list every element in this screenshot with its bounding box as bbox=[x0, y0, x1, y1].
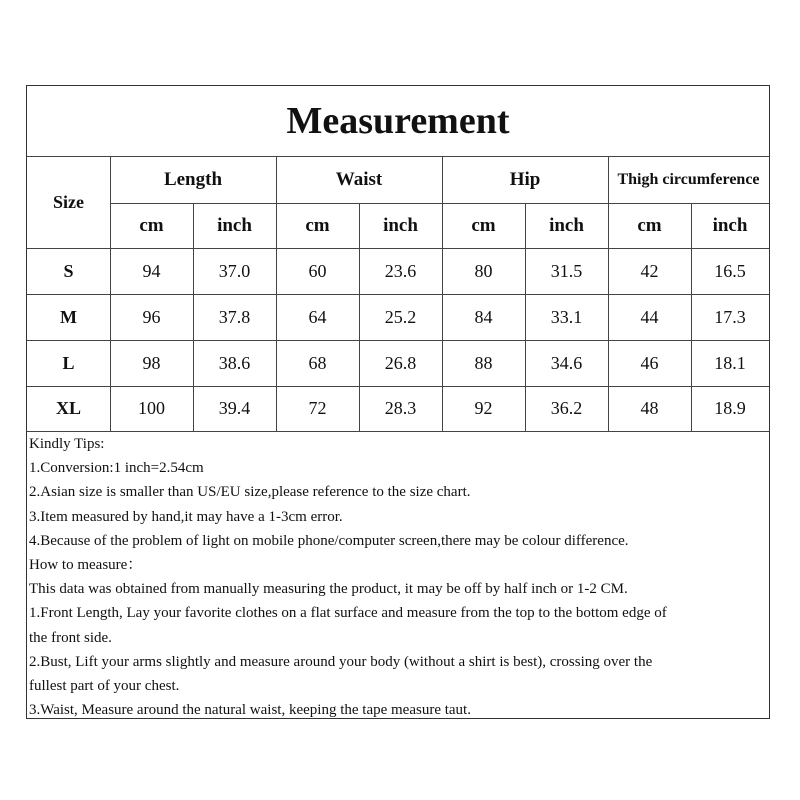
column-group-length: Length bbox=[163, 168, 223, 190]
size-label: L bbox=[62, 352, 75, 373]
table-cell: 96 bbox=[142, 306, 161, 327]
table-cell: 34.6 bbox=[550, 352, 583, 373]
note-line: 1.Front Length, Lay your favorite clothes on a flat surface and measure from the top to the bottom edge of bbox=[29, 605, 667, 622]
unit-header-inch: inch bbox=[217, 214, 252, 236]
unit-header-inch: inch bbox=[383, 214, 418, 236]
table-cell: 17.3 bbox=[714, 306, 746, 327]
table-cell: 92 bbox=[474, 398, 493, 418]
unit-header-inch: inch bbox=[712, 214, 748, 236]
note-line: Kindly Tips: bbox=[29, 436, 105, 452]
note-line: 3.Item measured by hand,it may have a 1-3cm error. bbox=[29, 508, 343, 525]
table-cell: 44 bbox=[640, 306, 659, 327]
table-cell: 46 bbox=[640, 352, 659, 373]
unit-header-cm: cm bbox=[637, 214, 662, 236]
size-header: Size bbox=[53, 191, 84, 212]
note-line: fullest part of your chest. bbox=[29, 678, 180, 694]
note-line: 4.Because of the problem of light on mobile phone/computer screen,there may be colour difference. bbox=[29, 532, 629, 549]
column-group-waist: Waist bbox=[335, 168, 383, 190]
table-cell: 88 bbox=[474, 352, 493, 373]
table-cell: 94 bbox=[142, 260, 161, 281]
table-cell: 26.8 bbox=[384, 352, 417, 373]
table-cell: 33.1 bbox=[550, 306, 583, 327]
table-cell: 48 bbox=[640, 398, 659, 418]
table-cell: 100 bbox=[138, 398, 165, 418]
note-line: 2.Asian size is smaller than US/EU size,please reference to the size chart. bbox=[29, 484, 471, 501]
note-line: the front side. bbox=[29, 629, 112, 646]
unit-header-inch: inch bbox=[549, 214, 584, 236]
note-line: 1.Conversion:1 inch=2.54cm bbox=[29, 460, 204, 477]
size-label: M bbox=[60, 306, 77, 327]
unit-header-cm: cm bbox=[471, 214, 496, 236]
note-line: This data was obtained from manually measuring the product, it may be off by half inch or 1-2 CM. bbox=[29, 581, 628, 598]
table-cell: 60 bbox=[308, 260, 327, 281]
size-label: S bbox=[63, 260, 74, 281]
unit-header-cm: cm bbox=[139, 214, 164, 236]
table-cell: 28.3 bbox=[384, 398, 417, 418]
table-cell: 68 bbox=[308, 352, 327, 373]
table-cell: 36.2 bbox=[550, 398, 583, 418]
row-divider bbox=[27, 431, 769, 432]
table-cell: 37.0 bbox=[218, 260, 251, 281]
table-cell: 38.6 bbox=[218, 352, 251, 373]
table-cell: 16.5 bbox=[714, 260, 746, 281]
unit-header-cm: cm bbox=[305, 214, 330, 236]
table-cell: 42 bbox=[640, 260, 659, 281]
table-cell: 18.1 bbox=[714, 352, 746, 373]
size-label: XL bbox=[55, 398, 81, 418]
table-cell: 31.5 bbox=[550, 260, 583, 281]
table-cell: 39.4 bbox=[218, 398, 251, 418]
note-line: 2.Bust, Lift your arms slightly and measure around your body (without a shirt is best), crossing over the bbox=[29, 653, 653, 670]
column-group-hip: Hip bbox=[509, 168, 541, 190]
table-cell: 72 bbox=[308, 398, 327, 418]
table-cell: 37.8 bbox=[218, 306, 251, 327]
table-cell: 25.2 bbox=[384, 306, 417, 327]
page-title: Measurement bbox=[286, 100, 510, 142]
column-group-thigh-circumference: Thigh circumference bbox=[617, 170, 760, 188]
table-cell: 23.6 bbox=[384, 260, 417, 281]
note-line: How to measure： bbox=[29, 557, 143, 573]
note-line: 3.Waist, Measure around the natural waist, keeping the tape measure taut. bbox=[29, 702, 471, 719]
table-cell: 64 bbox=[308, 306, 327, 327]
table-cell: 98 bbox=[142, 352, 161, 373]
table-cell: 80 bbox=[474, 260, 493, 281]
table-cell: 84 bbox=[474, 306, 493, 327]
table-cell: 18.9 bbox=[714, 398, 746, 418]
size-chart-sheet bbox=[26, 85, 770, 719]
